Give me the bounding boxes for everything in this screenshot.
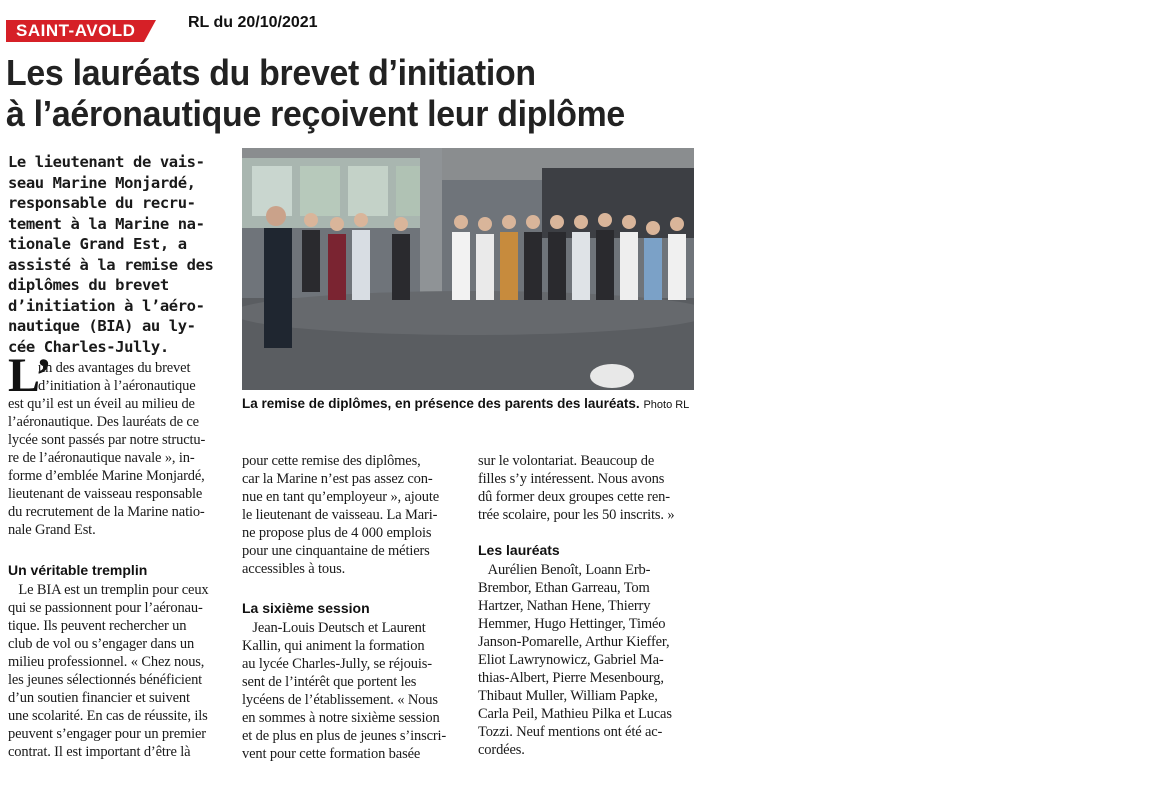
subhead-tremplin: Un véritable tremplin — [8, 562, 148, 578]
column-2-text: pour cette remise des diplômes, car la Marine n’est pas assez con- nue en tant qu’employeur », ajoute le lieutenant de vaisseau. La Mari- ne propose plus de 4 000 emplois pour une cinquantaine de métiers accessibles à tous. — [242, 453, 440, 577]
publication-source: RL du 20/10/2021 — [188, 14, 318, 31]
drop-cap: L’ — [8, 349, 52, 402]
laureates-list: Aurélien Benoît, Loann Erb- Brembor, Ethan Garreau, Tom Hartzer, Nathan Hene, Thierry Hemmer, Hugo Hettinger, Timéo Janson-Pomarelle, Arthur Kieffer, Eliot Lawrynowicz, Gabriel Ma- thias-Albert, Pierre Mesenbourg, Thibaut Muller, William Papke, Carla Peil, Mathieu Pilka et Lucas Tozzi. Neuf mentions ont été ac- cordées. — [478, 562, 672, 758]
paragraph-2: Le BIA est un tremplin pour ceux qui se passionnent pour l’aéronau- tique. Ils peuvent rechercher un club de vol ou s’engager dans un milieu professionnel. « Chez nous, les jeunes sélectionnés bénéficient d’un soutien financier et suivent une scolarité. En cas de réussite, ils peuvent s’engager pour un premier contrat. Il est important d’être là — [8, 582, 209, 760]
section-tag-label: SAINT-AVOLD — [16, 21, 136, 40]
photo-caption-text: La remise de diplômes, en présence des parents des lauréats. — [242, 396, 640, 411]
paragraph-1: est qu’il est un éveil au milieu de l’aéronautique. Des lauréats de ce lycée sont passés par notre structu- re de l’aéronautique navale », in- forme d’emblée Marine Monjardé, lieutenant de vaisseau responsable du recrutement de la Marine natio- nale Grand Est. — [8, 396, 206, 538]
column-3-text: sur le volontariat. Beaucoup de filles s’y intéressent. Nous avons dû former deux groupes cette ren- trée scolaire, pour les 50 inscrits. » — [478, 453, 675, 523]
article-photo — [242, 148, 694, 390]
paragraph-1-indented: un des avantages du brevet d’initiation à l’aéronautique — [38, 360, 196, 394]
column-2-text-2: Jean-Louis Deutsch et Laurent Kallin, qui animent la formation au lycée Charles-Jully, se réjouis- sent de l’intérêt que portent les lycéens de l’établissement. « Nous en sommes à notre sixième session et de plus en plus de jeunes s’inscri- vent pour cette formation basée — [242, 620, 447, 762]
subhead-laureats: Les lauréats — [478, 542, 560, 558]
lead-paragraph: Le lieutenant de vais- seau Marine Monjardé, responsable du recru- tement à la Marine na- tionale Grand Est, a assisté à la remise des diplômes du brevet d’initiation à l’aéro- nautique (BIA) au ly- cée Charles-Jully. — [8, 153, 214, 356]
photo-illustration — [242, 148, 694, 390]
headline-line-1: Les lauréats du brevet d’initiation — [6, 52, 536, 93]
subhead-sixieme-session: La sixième session — [242, 600, 370, 616]
section-tag — [6, 20, 156, 42]
photo-caption — [242, 395, 694, 414]
photo-credit: Photo RL — [643, 399, 690, 411]
headline-line-2: à l’aéronautique reçoivent leur diplôme — [6, 93, 625, 134]
headline — [6, 52, 664, 134]
